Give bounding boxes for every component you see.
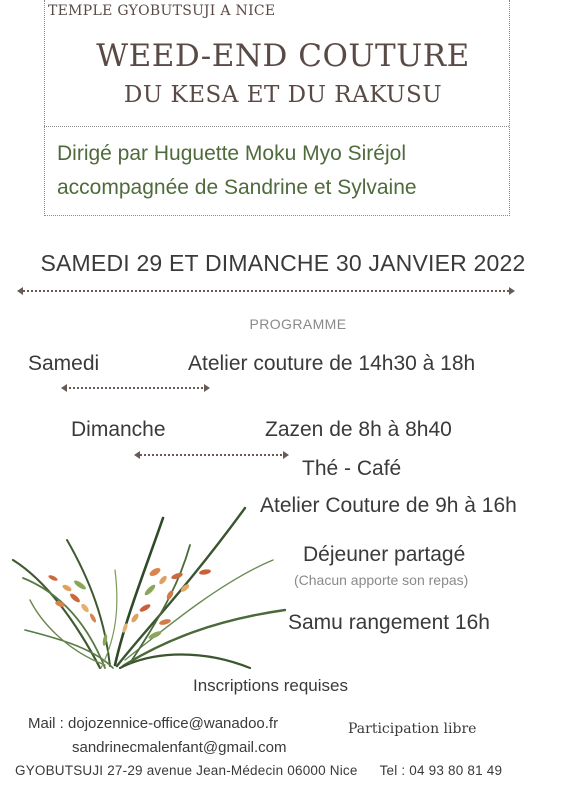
page-title: WEED-END COUTURE [96, 38, 470, 74]
dates-divider [20, 290, 512, 292]
sunday-label: Dimanche [71, 418, 166, 441]
footer [15, 763, 502, 778]
sunday-item-samu: Samu rangement 16h [288, 611, 490, 634]
footer-phone: Tel : 04 93 80 81 49 [379, 763, 503, 778]
sunday-item-lunch: Déjeuner partagé [303, 543, 466, 566]
footer-address: GYOBUTSUJI 27-29 avenue Jean-Médecin 06000 Nice [15, 763, 358, 778]
lunch-note: (Chacun apporte son repas) [294, 572, 469, 588]
director-block [57, 137, 417, 205]
saturday-divider [64, 387, 207, 389]
sunday-item-workshop: Atelier Couture de 9h à 16h [260, 494, 517, 517]
companions-line: accompagnée de Sandrine et Sylvaine [57, 176, 417, 199]
email-link-sandrine[interactable]: sandrinecmalenfant@gmail.com [72, 739, 287, 756]
sunday-item-tea: Thé - Café [302, 457, 402, 480]
header-divider [44, 126, 509, 127]
sunday-divider [137, 454, 286, 456]
registration-note: Inscriptions requises [193, 676, 348, 695]
mail-label: Mail : [28, 715, 69, 732]
email-link-office[interactable]: dojozennice-office@wanadoo.fr [68, 715, 279, 732]
page-subtitle: DU KESA ET DU RAKUSU [123, 82, 443, 108]
sunday-item-zazen: Zazen de 8h à 8h40 [265, 418, 452, 441]
participation-note: Participation libre [348, 721, 477, 737]
plant-illustration-icon [5, 500, 295, 675]
saturday-label: Samedi [28, 352, 100, 375]
contact-block [28, 712, 287, 760]
director-line: Dirigé par Huguette Moku Myo Siréjol [57, 142, 406, 165]
saturday-activity: Atelier couture de 14h30 à 18h [188, 352, 476, 375]
event-dates: SAMEDI 29 ET DIMANCHE 30 JANVIER 2022 [40, 250, 526, 276]
programme-heading: PROGRAMME [249, 316, 347, 332]
temple-name: TEMPLE GYOBUTSUJI A NICE [48, 3, 276, 19]
